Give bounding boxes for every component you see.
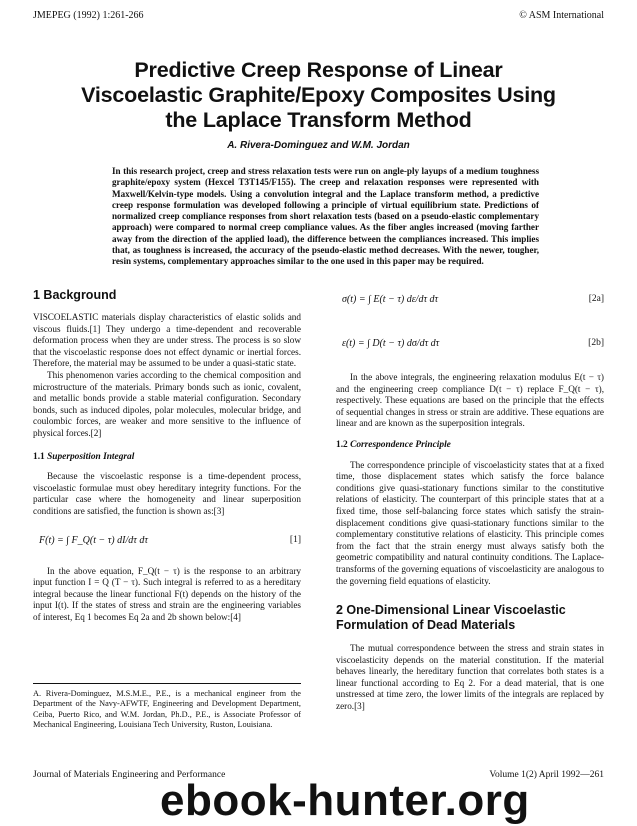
equation-2a-number: [2a] <box>588 294 604 304</box>
subsection-title: Correspondence Principle <box>350 439 451 450</box>
subsection-title: Superposition Integral <box>47 451 135 462</box>
authors: A. Rivera-Dominguez and W.M. Jordan <box>227 140 410 151</box>
section-2-heading <box>336 603 604 633</box>
footer-volume: Volume 1(2) April 1992—261 <box>489 770 604 780</box>
paper-title <box>0 58 637 133</box>
paragraph-superposition-1: Because the viscoelastic response is a time-dependent process, viscoelastic formulae must obey hereditary integrity functions. For the particular case where the homogeneity and linear superposition conditions are satisfied, the function is shown as:[3] <box>33 471 301 516</box>
subsection-1-1-heading <box>33 452 301 464</box>
author-footnote: A. Rivera-Dominguez, M.S.M.E., P.E., is a mechanical engineer from the Department of the Navy-AFWTF, Engineering and Development Department, Ceiba, Puerto Rico, and W.M. Jordan, Ph.D., P.E., is Associate Professor of Mechanical Engineering, Louisiana Tech University, Ruston, Louisiana. <box>33 689 301 729</box>
watermark-text: ebook-hunter.org <box>160 776 530 825</box>
footer-journal: Journal of Materials Engineering and Performance <box>33 770 226 780</box>
paragraph-superposition-3: In the above integrals, the engineering relaxation modulus E(t − τ) and the engineering creep compliance D(t − τ) replace F_Q(t − τ), respectively. These equations are based on the principle that the effects of sequential changes in stress or strain are additive. These equations are linear and are known as the superposition integrals. <box>336 372 604 429</box>
left-column <box>33 288 301 623</box>
equation-1-text: F(t) = ∫ F_Q(t − τ) dI/dτ dτ <box>39 534 148 546</box>
title-line-2: Viscoelastic Graphite/Epoxy Composites Using <box>81 83 556 107</box>
paragraph-background-1: VISCOELASTIC materials display characteristics of elastic solids and viscous fluids.[1] They undergo a time-dependent and recoverable deformation process when they are under stress. The process is so slow that the viscoelastic response does not effect dynamic or inertial forces. Therefore, the material may be assumed to be under a quasi-static state. <box>33 312 301 369</box>
paragraph-superposition-2: In the above equation, F_Q(t − τ) is the response to an arbitrary input function I = Q (T − τ). Such integral is referred to as a hereditary integral because the linear functional F(t) depends on the history of the input I(t). If the states of stress and strain are the engineering variables of interest, Eq 1 becomes Eq 2a and 2b shown below:[4] <box>33 565 301 622</box>
section-1-heading: 1 Background <box>33 288 117 302</box>
subsection-1-2-heading <box>336 440 604 452</box>
journal-reference: JMEPEG (1992) 1:261-266 <box>33 10 144 21</box>
equation-2a-text: σ(t) = ∫ E(t − τ) dε/dτ dτ <box>342 294 439 305</box>
paragraph-correspondence: The correspondence principle of viscoelasticity states that at a fixed time, those displacement states which satisfy the force balance conditions give quasi-stationary functions similar to the constitutive relations of elasticity. The counterpart of this principle states that at a fixed time, those self-balancing force states which satisfy the strain-displacement conditions give quasi-stationary functions similar to the complementary constitutive relations of elasticity. This principle comes from the fact that the strain energy must always satisfy both the geometric compatibility and natural continuity conditions. The Laplace-transforms of the governing equations of viscoelasticity are analogous to the governing field equations of elasticity. <box>336 459 604 586</box>
equation-2b-number: [2b] <box>588 338 604 348</box>
equation-2b-text: ε(t) = ∫ D(t − τ) dσ/dτ dτ <box>342 338 440 349</box>
right-column <box>336 288 604 713</box>
paragraph-dead-materials: The mutual correspondence between the stress and strain states in viscoelasticity depends on the material constitution. If the material behaves linearly, the hereditary function that correlates both states is a linear functional according to Eq 2. For a dead material, that is one unstressed at time zero, the lower limits of the integrals are replaced by zero.[3] <box>336 643 604 712</box>
title-line-1: Predictive Creep Response of Linear <box>134 58 503 82</box>
subsection-number: 1.1 <box>33 451 45 462</box>
footnote-rule <box>33 683 301 684</box>
section-2-heading-line-1: 2 One-Dimensional Linear Viscoelastic <box>336 603 566 618</box>
abstract: In this research project, creep and stress relaxation tests were run on angle-ply layups of a medium toughness graphite/epoxy system (Hexcel T3T145/F155). The creep and relaxation responses were represented with Maxwell/Kelvin-type models. Using a convolution integral and the Laplace transform method, a predictive creep response formulation was developed following a principle of virtual equilibrium state. Predictions of normalized creep compliance responses from short relaxation tests (based on a pseudo-elastic complementary approach) were compared to normal creep compliance values. As the fiber angles increased (moving farther away from the direction of the applied load), the difference between the compliances increased. This implies that, as toughness is increased, the accuracy of the pseudo-elastic method decreases. With the newer, tougher, resin systems, complementary approaches similar to the one used in this paper may be required. <box>112 166 539 267</box>
paragraph-background-2: This phenomenon varies according to the chemical composition and microstructure of the materials. Primary bonds such as ionic, covalent, and metallic bonds provide a stable material configuration. Secondary bonds, such as induced dipoles, polar molecules, molecular bridge, and coulombic forces, are weaker and more sensitive to the influence of physical forces.[2] <box>33 369 301 438</box>
equation-2b <box>336 330 604 372</box>
subsection-number: 1.2 <box>336 439 348 450</box>
equation-1 <box>33 522 301 562</box>
equation-2a <box>336 288 604 324</box>
equation-1-number: [1] <box>289 534 301 545</box>
title-line-3: the Laplace Transform Method <box>165 108 472 132</box>
section-2-heading-line-2: Formulation of Dead Materials <box>336 618 516 633</box>
copyright-notice: © ASM International <box>519 10 604 21</box>
